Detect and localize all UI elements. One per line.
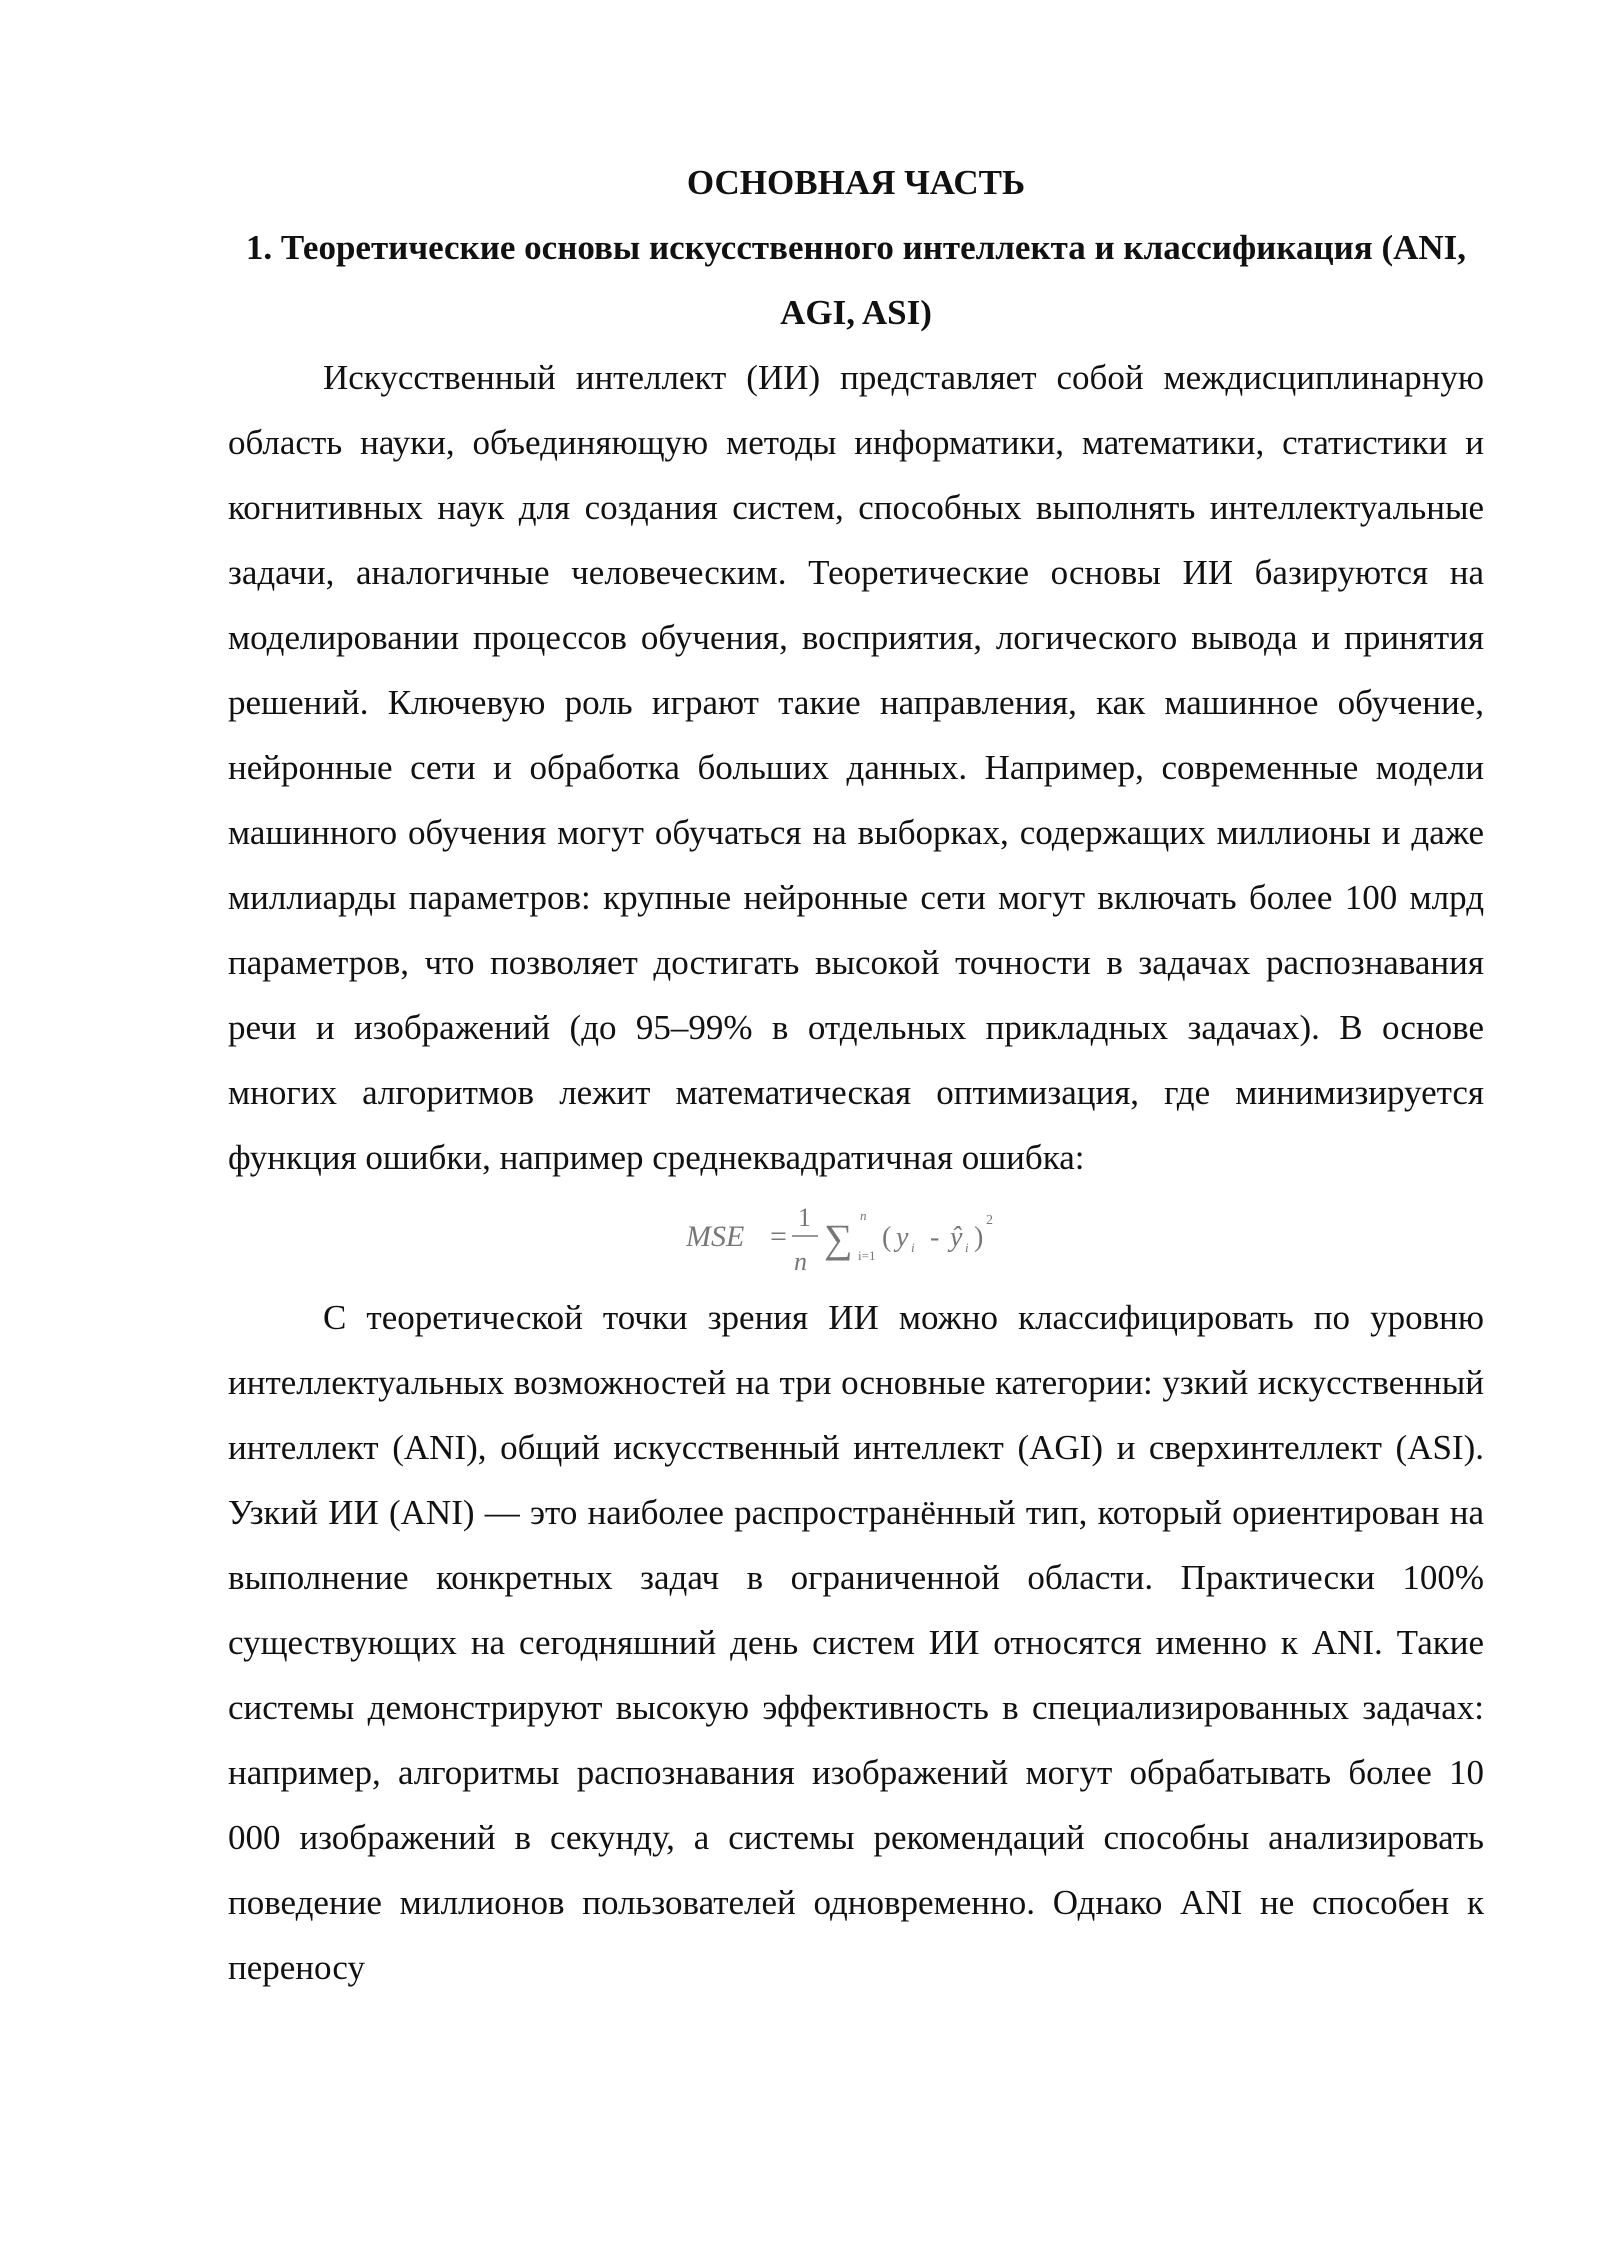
paragraph-ai-definition: Искусственный интеллект (ИИ) представляет собой междисциплинарную область науки, объединяющую методы информатики, математики, статистики и когнитивных наук для создания систем, способных выполнять интеллектуальные задачи, аналогичные человеческим. Теоретические основы ИИ базируются на моделировании процессов обучения, восприятия, логического вывода и принятия решений. Ключевую роль играют такие направления, как машинное обучение, нейронные сети и обработка больших данных. Например, современные модели машинного обучения могут обучаться на выборках, содержащих миллионы и даже миллиарды параметров: крупные нейронные сети могут включать более 100 млрд параметров, что позволяет достигать высокой точности в задачах распознавания речи и изображений (до 95–99% в отдельных прикладных задачах). В основе многих алгоритмов лежит математическая оптимизация, где минимизируется функция ошибки, например среднеквадратичная ошибка: <box>228 358 1484 1177</box>
formula-denominator: n <box>794 1247 807 1276</box>
formula-sum-bottom: i=1 <box>858 1248 876 1263</box>
formula-y: y <box>896 1222 909 1253</box>
formula-numerator: 1 <box>798 1203 811 1232</box>
formula-close-paren: ) <box>974 1222 984 1253</box>
document-body <box>228 150 1484 2000</box>
chapter-title: 1. Теоретические основы искусственного интеллекта и классификация (ANI, AGI, ASI) <box>245 228 1467 332</box>
mse-formula <box>228 1190 1484 1285</box>
formula-power: 2 <box>986 1213 993 1228</box>
formula-yhat-sub: i <box>965 1240 969 1255</box>
formula-minus: - <box>930 1222 940 1253</box>
paragraph-ai-classification: С теоретической точки зрения ИИ можно классифицировать по уровню интеллектуальных возможностей на три основные категории: узкий искусственный интеллект (ANI), общий искусственный интеллект (AGI) и сверхинтеллект (ASI). Узкий ИИ (ANI) — это наиболее распространённый тип, который ориентирован на выполнение конкретных задач в ограниченной области. Практически 100% существующих на сегодняшний день систем ИИ относятся именно к ANI. Такие системы демонстрируют высокую эффективность в специализированных задачах: например, алгоритмы распознавания изображений могут обрабатывать более 10 000 изображений в секунду, а системы рекомендаций способны анализировать поведение миллионов пользователей одновременно. Однако ANI не способен к переносу <box>228 1298 1484 1987</box>
formula-lhs: MSE <box>686 1220 745 1253</box>
formula-yhat: ŷ <box>950 1222 963 1253</box>
formula-sum-sign: ∑ <box>824 1216 853 1261</box>
formula-open-paren: ( <box>882 1222 892 1253</box>
formula-y-sub: i <box>911 1240 915 1255</box>
section-title: ОСНОВНАЯ ЧАСТЬ <box>686 163 1026 202</box>
mse-formula-graphic <box>686 1190 1026 1285</box>
formula-equals: = <box>770 1220 787 1253</box>
formula-sum-top: n <box>860 1208 867 1223</box>
